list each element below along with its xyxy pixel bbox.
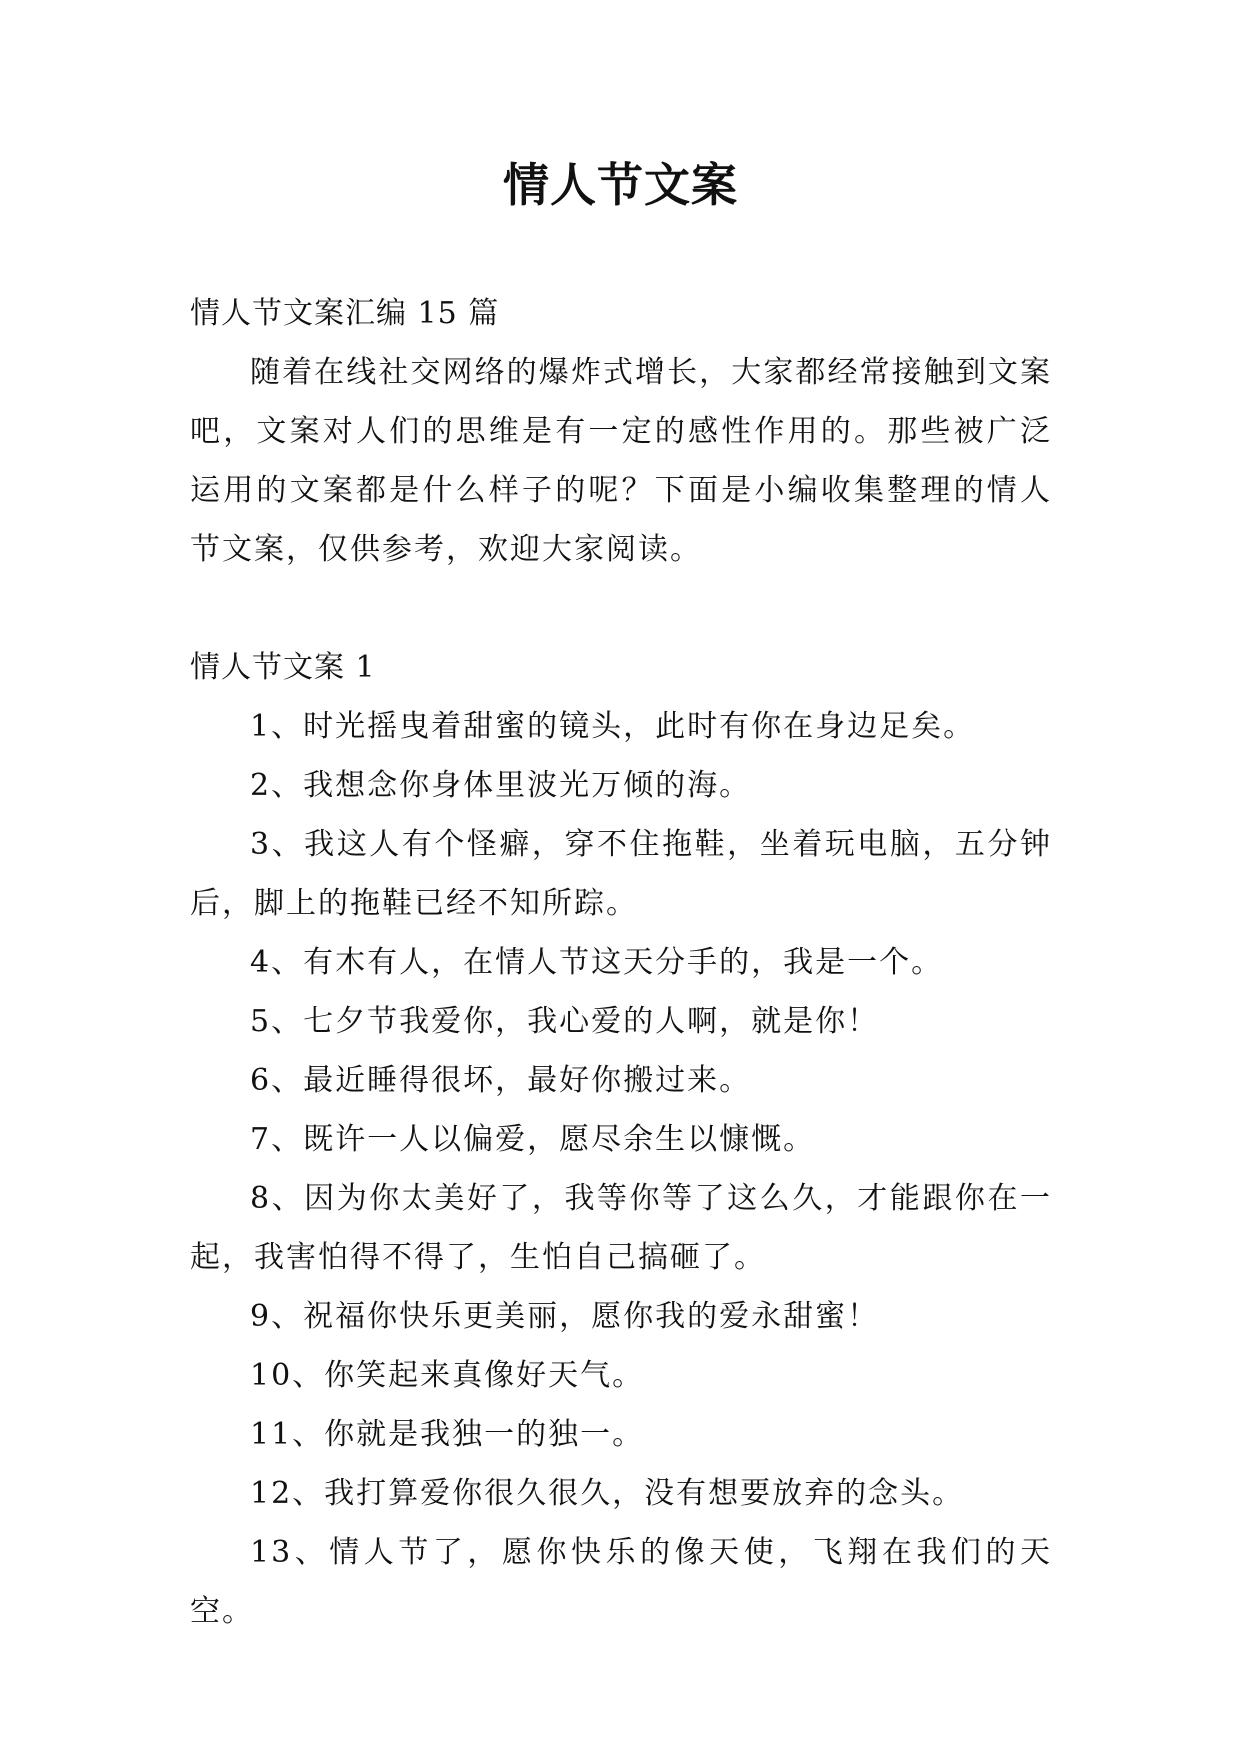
list-item: 13、情人节了，愿你快乐的像天使，飞翔在我们的天空。: [190, 1535, 1052, 1629]
list-item: 9、祝福你快乐更美丽，愿你我的爱永甜蜜！: [250, 1299, 880, 1334]
list-item: 7、既许一人以偏爱，愿尽余生以慷慨。: [250, 1122, 816, 1157]
section-spacer: [190, 579, 1052, 638]
intro-paragraph: 随着在线社交网络的爆炸式增长，大家都经常接触到文案吧，文案对人们的思维是有一定的感性作用的。那些被广泛运用的文案都是什么样子的呢？下面是小编收集整理的情人节文案，仅供参考，欢迎大家阅读。: [190, 355, 1052, 567]
document-subtitle: 情人节文案汇编 15 篇: [190, 296, 500, 331]
list-item: 11、你就是我独一的独一。: [250, 1417, 645, 1452]
list-item: 6、最近睡得很坏，最好你搬过来。: [250, 1063, 752, 1098]
list-item: 1、时光摇曳着甜蜜的镜头，此时有你在身边足矣。: [250, 709, 976, 744]
list-item: 2、我想念你身体里波光万倾的海。: [250, 768, 752, 803]
list-item: 8、因为你太美好了，我等你等了这么久，才能跟你在一起，我害怕得不得了，生怕自己搞砸了。: [190, 1181, 1052, 1275]
list-item: 12、我打算爱你很久很久，没有想要放弃的念头。: [250, 1476, 965, 1511]
section-heading: 情人节文案 1: [190, 650, 376, 685]
list-item: 10、你笑起来真像好天气。: [250, 1358, 645, 1393]
document-body: [190, 284, 1052, 1641]
list-item: 4、有木有人，在情人节这天分手的，我是一个。: [250, 945, 944, 980]
list-item: 3、我这人有个怪癖，穿不住拖鞋，坐着玩电脑，五分钟后，脚上的拖鞋已经不知所踪。: [190, 827, 1052, 921]
page-title: 情人节文案: [503, 158, 738, 212]
list-item: 5、七夕节我爱你，我心爱的人啊，就是你！: [250, 1004, 880, 1039]
